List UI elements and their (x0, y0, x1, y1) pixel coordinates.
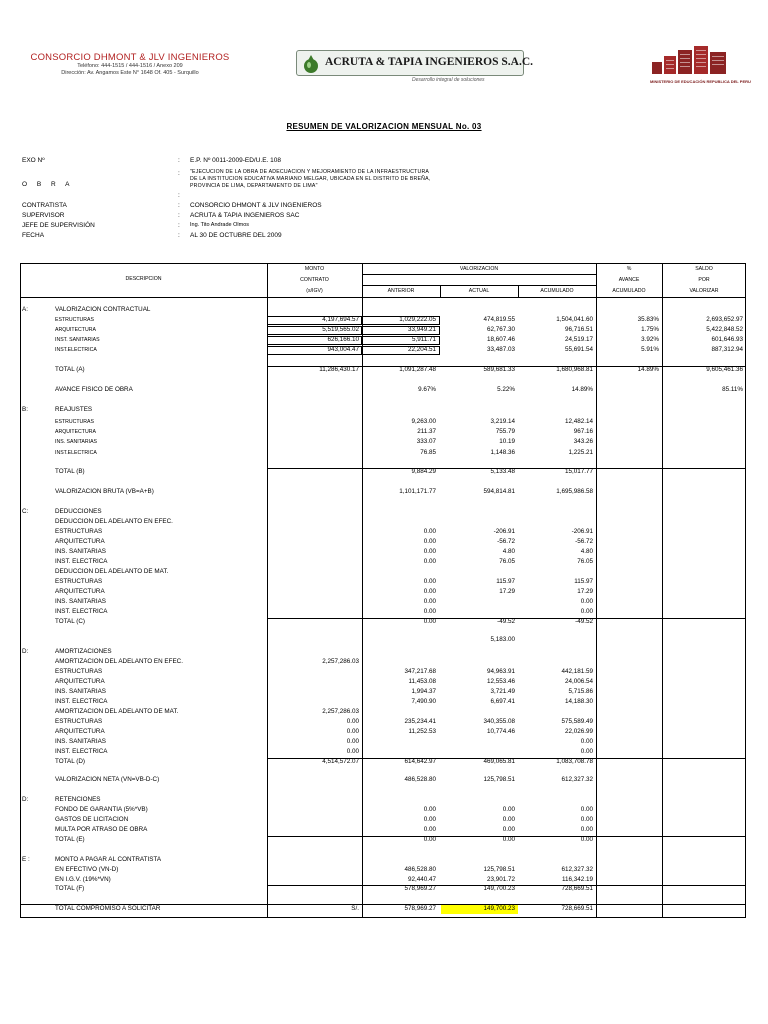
header-acumulado: ACUMULADO (540, 288, 574, 294)
row-description: DEDUCCION DEL ADELANTO EN EFEC. (55, 518, 173, 525)
cell-acu: 1,083,708.78 (556, 758, 593, 765)
cell-ant: 614,642.97 (404, 758, 436, 765)
cell-act: 23,901.72 (486, 876, 515, 883)
cell-acu: 612,327.32 (561, 776, 593, 783)
cell-act: -49.52 (497, 618, 515, 625)
cell-acu: 1,695,986.58 (556, 488, 593, 495)
cell-ant: 1,994.37 (411, 688, 436, 695)
cell-ant: 0.00 (423, 558, 436, 565)
cell-act: 4.80 (502, 548, 515, 555)
row-description: MONTO A PAGAR AL CONTRATISTA (55, 856, 162, 863)
cell-act: -56.72 (497, 538, 515, 545)
header-descripcion: DESCRIPCION (125, 276, 162, 282)
cell-ant: 347,217.68 (404, 668, 436, 675)
cell-act: 10,774.46 (486, 728, 515, 735)
cell-acu: 14.89% (571, 386, 593, 393)
cell-ant: 0.00 (423, 528, 436, 535)
row-description: ESTRUCTURAS (55, 668, 103, 675)
cell-acu: 0.00 (580, 598, 593, 605)
info-label-contratista: CONTRATISTA (22, 202, 67, 209)
cell-acu: 575,589.49 (561, 718, 593, 725)
cell-acu: 96,716.51 (564, 326, 593, 333)
row-description: ESTRUCTURAS (55, 718, 103, 725)
header-valorizacion: VALORIZACION (459, 266, 499, 272)
row-description: EN I.G.V. (19%*VN) (55, 876, 111, 883)
cell-act: 6,697.41 (490, 698, 515, 705)
row-description: EN EFECTIVO (VN-D) (55, 866, 119, 873)
row-description: VALORIZACION NETA (VN=VB-D-C) (55, 776, 160, 783)
cell-ant: 486,528.80 (404, 776, 436, 783)
row-description: ESTRUCTURAS (55, 317, 94, 323)
cell-acu: 0.00 (580, 816, 593, 823)
row-description: INST.ELECTRICA (55, 347, 97, 353)
cell-act: 18,607.46 (486, 336, 515, 343)
cell-act: 0.00 (502, 826, 515, 833)
section-letter: D: (22, 648, 29, 655)
row-description: INS. SANITARIAS (55, 688, 106, 695)
cell-ant: 0.00 (423, 806, 436, 813)
cell-acu: 1,225.21 (568, 449, 593, 456)
cell-acu: 5,715.86 (568, 688, 593, 695)
info-label-supervisor: SUPERVISOR (22, 212, 65, 219)
header-por: POR (698, 277, 710, 283)
cell-act: 149,700.23 (483, 885, 515, 892)
section-letter: D: (22, 796, 29, 803)
row-description: ARQUITECTURA (55, 327, 96, 333)
cell-act: 0.00 (502, 806, 515, 813)
cell-ant: 0.00 (423, 598, 436, 605)
row-description: TOTAL (B) (55, 468, 85, 475)
cell-ant: 1,101,171.77 (399, 488, 436, 495)
cell-acu: 967.16 (573, 428, 593, 435)
cell-acu: 1,504,041.60 (556, 316, 593, 323)
row-description: INST. SANITARIAS (55, 337, 100, 343)
info-value-contratista: CONSORCIO DHMONT & JLV INGENIEROS (190, 202, 322, 209)
info-label-exo: EXO Nº (22, 157, 45, 164)
cell-pct: 3.92% (641, 336, 659, 343)
cell-act: 469,065.81 (483, 758, 515, 765)
cell-act: 33,487.03 (486, 346, 515, 353)
info-label-jefe: JEFE DE SUPERVISIÓN (22, 222, 95, 229)
cell-act: 0.00 (502, 836, 515, 843)
cell-acu: -206.91 (571, 528, 593, 535)
cell-ant: 9,263.00 (411, 418, 436, 425)
row-description: INS. SANITARIAS (55, 548, 106, 555)
header-contrato: CONTRATO (300, 277, 329, 283)
cell-saldo: 2,693,652.97 (706, 316, 743, 323)
cell-act: 755.79 (495, 428, 515, 435)
cell-act: 5.22% (497, 386, 515, 393)
column-divider (267, 263, 268, 918)
info-value-supervisor: ACRUTA & TAPIA INGENIEROS SAC (190, 212, 300, 219)
info-label-obra: O B R A (22, 181, 74, 188)
cell-acu: 14,188.30 (564, 698, 593, 705)
info-value-fecha: AL 30 DE OCTUBRE DEL 2009 (190, 232, 282, 239)
row-description: INST.ELECTRICA (55, 450, 97, 456)
cell-acu: 728,669.51 (561, 885, 593, 892)
cell-acu: 17.29 (577, 588, 593, 595)
row-description: ESTRUCTURAS (55, 528, 103, 535)
cell-ant: 11,252.53 (408, 728, 436, 735)
cell-acu: 116,342.19 (561, 876, 593, 883)
cell-ant: 0.00 (423, 836, 436, 843)
cell-ant: 1,091,287.48 (399, 366, 436, 373)
row-description: TOTAL COMPROMISO A SOLICITAR (55, 905, 161, 912)
row-description: MULTA POR ATRASO DE OBRA (55, 826, 148, 833)
cell-acu: 4.80 (580, 548, 593, 555)
section-letter: C: (22, 508, 29, 515)
row-description: ARQUITECTURA (55, 588, 105, 595)
row-description: REAJUSTES (55, 406, 93, 413)
header-percent: % (626, 266, 632, 272)
row-description: ARQUITECTURA (55, 429, 96, 435)
cell-acu: 343.26 (573, 438, 593, 445)
info-colon: : (178, 192, 180, 199)
cell-ant: 0.00 (423, 538, 436, 545)
cell-acu: -56.72 (575, 538, 593, 545)
cell-ant: 0.00 (423, 588, 436, 595)
row-description: RETENCIONES (55, 796, 101, 803)
cell-monto: 2,257,286.03 (322, 708, 359, 715)
cell-acu: 55,691.54 (564, 346, 593, 353)
row-description: TOTAL (A) (55, 366, 85, 373)
cell-monto: 0.00 (346, 748, 359, 755)
cell-act: 340,355.08 (483, 718, 515, 725)
cell-acu: 0.00 (580, 836, 593, 843)
cell-acu: 1,680,968.81 (556, 366, 593, 373)
cell-ant: 578,969.27 (404, 885, 436, 892)
row-description: INST. ELECTRICA (55, 698, 108, 705)
header-avance: AVANCE (618, 277, 640, 283)
ministry-name: MINISTERIO DE EDUCACIÓN REPUBLICA DEL PERU (650, 79, 751, 84)
cell-ant: 0.00 (423, 816, 436, 823)
header-avance-acumulado: ACUMULADO (612, 288, 646, 294)
cell-monto: 4,514,572.07 (322, 758, 359, 765)
row-description: TOTAL (E) (55, 836, 85, 843)
info-value-jefe: Ing. Tito Andrade Olmos (190, 222, 250, 228)
cell-act: 5,133.48 (490, 468, 515, 475)
section-letter: B: (22, 406, 28, 413)
cell-ant: 76.85 (420, 449, 436, 456)
header-anterior: ANTERIOR (387, 288, 415, 294)
row-description: AMORTIZACIONES (55, 648, 112, 655)
cell-ant: 7,490.90 (411, 698, 436, 705)
supervisor-logo (296, 50, 533, 76)
supervisor-logo-name: ACRUTA & TAPIA INGENIEROS S.A.C. (325, 56, 533, 68)
cell-monto: 626,166.10 (327, 336, 359, 343)
row-description: ESTRUCTURAS (55, 419, 94, 425)
header-saldo: SALDO (695, 266, 713, 272)
cell-saldo: 85.11% (722, 386, 743, 393)
cell-act: -206.91 (493, 528, 515, 535)
header-valorizar: VALORIZAR (689, 288, 719, 294)
cell-monto: 11,286,430.17 (319, 366, 359, 373)
cell-act: 3,721.49 (490, 688, 515, 695)
header-divider (20, 297, 746, 298)
cell-monto: 0.00 (346, 728, 359, 735)
info-colon: : (178, 170, 180, 177)
cell-act: 125,798.51 (483, 776, 515, 783)
ministry-logo (650, 44, 751, 84)
row-description: INS. SANITARIAS (55, 738, 106, 745)
cell-acu: -49.52 (575, 618, 593, 625)
cell-ant: 0.00 (423, 578, 436, 585)
cell-saldo: 5,422,848.52 (706, 326, 743, 333)
cell-ant: 0.00 (423, 826, 436, 833)
info-colon: : (178, 157, 180, 164)
cell-act: 3,219.14 (490, 418, 515, 425)
cell-ant: 578,969.27 (404, 905, 436, 912)
cell-ant: 486,528.80 (404, 866, 436, 873)
cell-acu: 0.00 (580, 748, 593, 755)
cell-pct: 14.89% (637, 366, 659, 373)
cell-act: 12,553.46 (486, 678, 515, 685)
row-description: ESTRUCTURAS (55, 578, 103, 585)
cell-monto: 5,519,565.02 (322, 326, 359, 333)
info-colon: : (178, 232, 180, 239)
column-divider (596, 263, 597, 918)
cell-ant: 1,029,222.05 (399, 316, 436, 323)
row-description: DEDUCCIONES (55, 508, 102, 515)
cell-acu: 24,006.54 (564, 678, 593, 685)
cell-acu: 15,017.77 (564, 468, 593, 475)
cell-acu: 0.00 (580, 738, 593, 745)
header-monto: MONTO (304, 266, 325, 272)
cell-monto: S/. (351, 905, 359, 912)
row-description: AMORTIZACION DEL ADELANTO DE MAT. (55, 708, 179, 715)
row-description: VALORIZACION BRUTA (VB=A+B) (55, 488, 154, 495)
cell-pct: 5.91% (641, 346, 659, 353)
document-title: RESUMEN DE VALORIZACION MENSUAL No. 03 (286, 122, 482, 131)
row-description: TOTAL (D) (55, 758, 85, 765)
info-colon: : (178, 222, 180, 229)
cell-act: 17.29 (499, 588, 515, 595)
section-letter: E : (22, 856, 30, 863)
row-description: ARQUITECTURA (55, 678, 105, 685)
cell-pct: 1.75% (641, 326, 659, 333)
cell-monto: 4,197,694.57 (322, 316, 359, 323)
cell-ant: 5,911.71 (411, 336, 436, 343)
info-colon: : (178, 212, 180, 219)
cell-saldo: 9,605,461.36 (706, 366, 743, 373)
cell-act: 1,148.36 (490, 449, 515, 456)
row-description: INST. ELECTRICA (55, 608, 108, 615)
contractor-address: Dirección: Av. Angamos Este N° 1648 Of. 405 - Surquillo (61, 70, 199, 76)
cell-ant: 0.00 (423, 608, 436, 615)
cell-monto: 943,004.47 (327, 346, 359, 353)
cell-ant: 211.37 (417, 428, 436, 435)
supervisor-tagline: Desarrollo integral de soluciones (412, 77, 485, 83)
cell-act: 5,183.00 (490, 636, 515, 643)
cell-ant: 0.00 (423, 618, 436, 625)
cell-acu: 24,519.17 (564, 336, 593, 343)
cell-ant: 11,453.08 (408, 678, 436, 685)
header-subdivider (362, 274, 596, 275)
cell-pct: 35.83% (637, 316, 659, 323)
cell-ant: 9,884.29 (411, 468, 436, 475)
cell-act: 589,681.33 (483, 366, 515, 373)
contractor-header (30, 52, 230, 77)
cell-acu: 728,669.51 (561, 905, 593, 912)
info-label-fecha: FECHA (22, 232, 45, 239)
row-description: INST. ELECTRICA (55, 748, 108, 755)
section-letter: A: (22, 306, 28, 313)
cell-monto: 0.00 (346, 738, 359, 745)
cell-acu: 442,181.59 (561, 668, 593, 675)
building-icon (650, 44, 730, 74)
cell-acu: 612,327.32 (561, 866, 593, 873)
cell-acu: 0.00 (580, 826, 593, 833)
column-divider (662, 263, 663, 918)
cell-act: 115.97 (496, 578, 515, 585)
cell-acu: 0.00 (580, 608, 593, 615)
cell-act: 62,767.30 (486, 326, 515, 333)
row-description: FONDO DE GARANTIA (5%*VB) (55, 806, 148, 813)
cell-ant: 92,440.47 (407, 876, 436, 883)
cell-acu: 115.97 (574, 578, 593, 585)
cell-ant: 0.00 (423, 548, 436, 555)
cell-act: 149,700.23 (483, 905, 515, 912)
info-value-obra: "EJECUCION DE LA OBRA DE ADECUACION Y MEJORAMIENTO DE LA INFRAESTRUCTURA DE LA INSTITUCION EDUCATIVA MARIANO MELGAR, UBICADA EN EL DISTRITO DE BREÑA, PROVINCIA DE LIMA, DEPARTAMENTO DE LIMA" (190, 169, 431, 189)
row-description: VALORIZACION CONTRACTUAL (55, 306, 151, 313)
info-colon: : (178, 202, 180, 209)
header-sigv: (s/IGV) (306, 288, 323, 294)
row-description: ARQUITECTURA (55, 728, 105, 735)
row-description: INS. SANITARIAS (55, 598, 106, 605)
cell-ant: 235,234.41 (404, 718, 436, 725)
cell-ant: 33,949.21 (407, 326, 436, 333)
cell-act: 594,814.81 (483, 488, 515, 495)
cell-acu: 76.05 (577, 558, 593, 565)
row-description: AMORTIZACION DEL ADELANTO EN EFEC. (55, 658, 183, 665)
cell-ant: 22,204.51 (407, 346, 436, 353)
cell-ant: 9.67% (418, 386, 436, 393)
cell-acu: 12,482.14 (564, 418, 593, 425)
row-description: GASTOS DE LICITACION (55, 816, 129, 823)
cell-act: 474,819.55 (483, 316, 515, 323)
cell-saldo: 601,646.93 (711, 336, 743, 343)
cell-monto: 0.00 (346, 718, 359, 725)
cell-act: 0.00 (502, 816, 515, 823)
cell-ant: 333.07 (416, 438, 436, 445)
drop-icon (303, 54, 319, 74)
row-description: INS. SANITARIAS (55, 439, 97, 445)
contractor-name: CONSORCIO DHMONT & JLV INGENIEROS (30, 52, 230, 63)
cell-acu: 0.00 (580, 806, 593, 813)
contractor-phone: Teléfono: 444-1515 / 444-1516 / Anexo 209 (77, 63, 183, 69)
cell-act: 10.19 (499, 438, 515, 445)
cell-act: 125,798.51 (483, 866, 515, 873)
row-description: DEDUCCION DEL ADELANTO DE MAT. (55, 568, 169, 575)
row-description: TOTAL (C) (55, 618, 85, 625)
row-description: ARQUITECTURA (55, 538, 105, 545)
cell-act: 94,963.91 (486, 668, 515, 675)
row-description: AVANCE FISICO DE OBRA (55, 386, 133, 393)
info-value-exo: E.P. Nº 0011-2009-ED/U.E. 108 (190, 157, 282, 164)
cell-saldo: 887,312.94 (711, 346, 743, 353)
row-description: TOTAL (F) (55, 885, 85, 892)
cell-acu: 22,026.99 (564, 728, 593, 735)
cell-act: 76.05 (499, 558, 515, 565)
cell-monto: 2,257,286.03 (322, 658, 359, 665)
header-actual: ACTUAL (468, 288, 490, 294)
header-subdivider (362, 285, 596, 286)
row-description: INST. ELECTRICA (55, 558, 108, 565)
